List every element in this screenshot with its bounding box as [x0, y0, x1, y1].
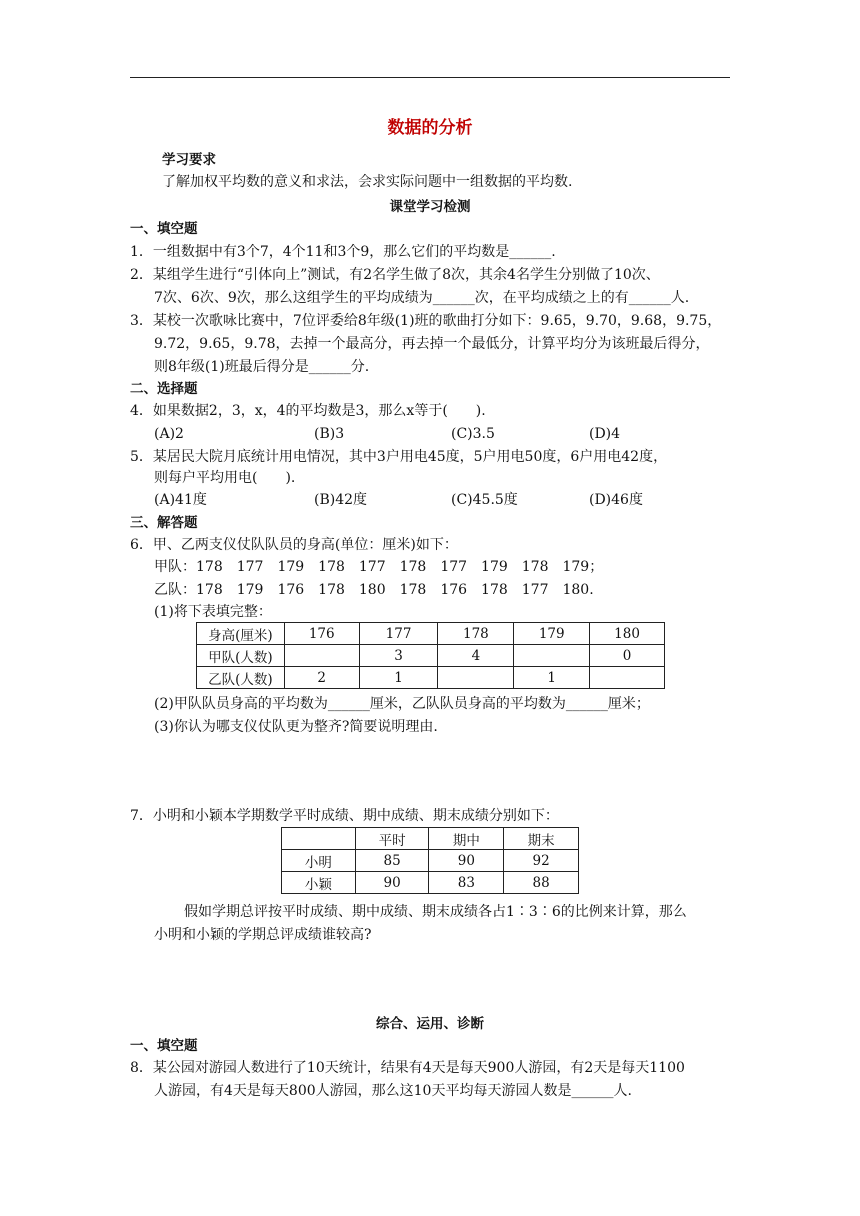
table-cell: 180	[590, 623, 665, 645]
question-7-line-3: 小明和小颖的学期总评成绩谁较高?	[154, 927, 372, 943]
table-cell: 2	[284, 667, 359, 689]
question-8-line-2: 人游园，有4天是每天800人游园，那么这10天平均每天游园人数是______人.	[154, 1083, 632, 1099]
table-cell	[282, 828, 356, 850]
height-table-header	[197, 623, 665, 645]
table-row	[197, 667, 665, 689]
table-cell: 4	[438, 645, 514, 667]
table-cell: 乙队(人数)	[197, 667, 285, 689]
table-cell: 0	[590, 645, 665, 667]
question-4-option-c: (C)3.5	[451, 426, 495, 442]
question-4: 4．如果数据2，3，x，4的平均数是3，那么x等于( ).	[130, 403, 486, 419]
question-5-option-a: (A)41度	[154, 492, 207, 508]
table-row	[282, 850, 579, 872]
question-5-line-2: 则每户平均用电( ).	[154, 470, 296, 486]
question-6-sub-3: (3)你认为哪支仪仗队更为整齐?简要说明理由.	[154, 719, 438, 735]
scores-table	[281, 827, 579, 894]
table-cell: 身高(厘米)	[197, 623, 285, 645]
top-rule	[130, 77, 730, 78]
study-requirement-heading: 学习要求	[162, 152, 216, 168]
question-4-option-a: (A)2	[154, 426, 184, 442]
table-cell	[590, 667, 665, 689]
table-cell: 平时	[355, 828, 429, 850]
table-cell: 179	[514, 623, 590, 645]
table-cell: 83	[429, 872, 504, 894]
table-cell: 90	[429, 850, 504, 872]
question-4-option-d: (D)4	[589, 426, 621, 442]
section-title-comprehensive: 综合、运用、诊断	[376, 1016, 484, 1032]
question-6-team-b-heights: 乙队：178 179 176 178 180 178 176 178 177 180.	[154, 582, 594, 598]
question-3-line-3: 则8年级(1)班最后得分是______分.	[154, 359, 370, 375]
question-6-team-a-heights: 甲队：178 177 179 178 177 178 177 179 178 179；	[154, 559, 604, 575]
section-title-classroom: 课堂学习检测	[389, 199, 471, 215]
table-cell: 177	[359, 623, 438, 645]
question-2-line-2: 7次、6次、9次，那么这组学生的平均成绩为______次，在平均成绩之上的有______人.	[154, 290, 690, 306]
table-cell: 甲队(人数)	[197, 645, 285, 667]
question-5-option-c: (C)45.5度	[451, 492, 518, 508]
table-cell: 176	[284, 623, 359, 645]
table-cell: 88	[504, 872, 579, 894]
question-5-line-1: 5．某居民大院月底统计用电情况，其中3户用电45度，5户用电50度，6户用电42度，	[130, 449, 668, 465]
table-cell: 90	[355, 872, 429, 894]
height-table	[196, 622, 665, 689]
question-2-line-1: 2．某组学生进行“引体向上”测试，有2名学生做了8次，其余4名学生分别做了10次、	[130, 267, 660, 283]
table-cell	[514, 645, 590, 667]
question-8-line-1: 8．某公园对游园人数进行了10天统计，结果有4天是每天900人游园，有2天是每天1100	[130, 1060, 685, 1076]
question-7-line-1: 7．小明和小颖本学期数学平时成绩、期中成绩、期末成绩分别如下：	[130, 808, 559, 824]
question-3-line-2: 9.72，9.65，9.78，去掉一个最高分，再去掉一个最低分，计算平均分为该班最后得分，	[154, 336, 710, 352]
table-row	[282, 872, 579, 894]
part-heading-fill-blank: 一、填空题	[130, 221, 198, 237]
table-cell: 178	[438, 623, 514, 645]
table-cell: 85	[355, 850, 429, 872]
question-3-line-1: 3．某校一次歌咏比赛中，7位评委给8年级(1)班的歌曲打分如下：9.65，9.70，9.68，9.75，	[130, 313, 722, 329]
table-cell: 小颖	[282, 872, 356, 894]
question-7-line-2: 假如学期总评按平时成绩、期中成绩、期末成绩各占1∶3∶6的比例来计算，那么	[184, 904, 687, 920]
table-row	[197, 645, 665, 667]
table-cell: 1	[359, 667, 438, 689]
table-cell	[284, 645, 359, 667]
table-cell: 1	[514, 667, 590, 689]
part-heading-fill-blank-2: 一、填空题	[130, 1038, 198, 1054]
question-6-line-1: 6．甲、乙两支仪仗队队员的身高(单位：厘米)如下：	[130, 537, 458, 553]
question-6-sub-1: (1)将下表填完整：	[154, 604, 272, 620]
question-5-option-b: (B)42度	[314, 492, 368, 508]
question-4-option-b: (B)3	[314, 426, 345, 442]
question-6-sub-2: (2)甲队队员身高的平均数为______厘米，乙队队员身高的平均数为______厘米；	[154, 696, 650, 712]
part-heading-choice: 二、选择题	[130, 381, 198, 397]
table-cell	[438, 667, 514, 689]
study-requirement-text: 了解加权平均数的意义和求法，会求实际问题中一组数据的平均数.	[162, 174, 573, 190]
table-cell: 92	[504, 850, 579, 872]
page-title: 数据的分析	[387, 118, 473, 138]
table-cell: 小明	[282, 850, 356, 872]
question-5-option-d: (D)46度	[589, 492, 643, 508]
table-cell: 3	[359, 645, 438, 667]
question-1: 1．一组数据中有3个7，4个11和3个9，那么它们的平均数是______.	[130, 244, 556, 260]
table-cell: 期中	[429, 828, 504, 850]
scores-table-header	[282, 828, 579, 850]
table-cell: 期末	[504, 828, 579, 850]
part-heading-solve: 三、解答题	[130, 515, 198, 531]
